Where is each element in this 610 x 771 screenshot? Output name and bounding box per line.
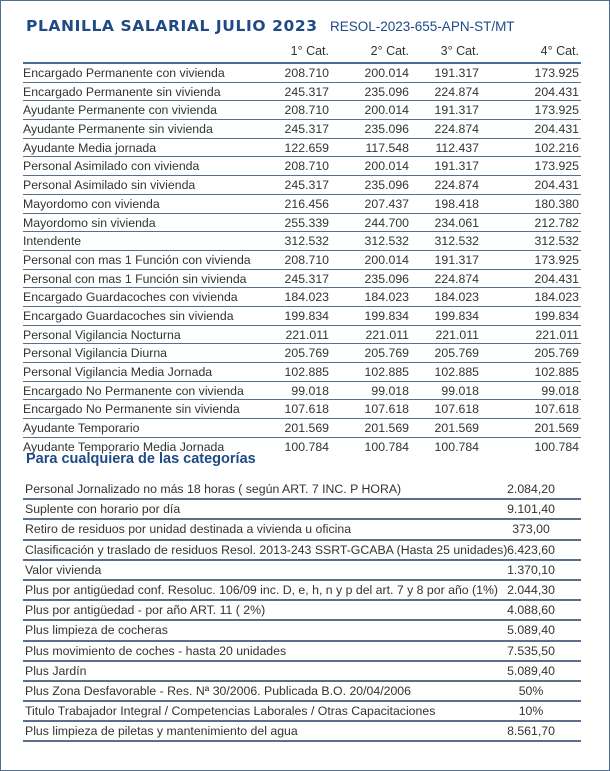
row-label: Personal con mas 1 Función con vivienda <box>23 252 251 267</box>
row-label: Ayudante Temporario <box>23 421 140 436</box>
cell-cat-2: 221.011 <box>365 327 409 342</box>
row-label: Personal con mas 1 Función sin vivienda <box>23 271 247 286</box>
table-row <box>23 232 581 251</box>
column-header-cat-4: 4° Cat. <box>540 44 579 58</box>
list-item <box>23 601 581 621</box>
row-label: Encargado Permanente con vivienda <box>23 66 225 80</box>
item-value: 7.535,50 <box>507 643 555 658</box>
cell-cat-3: 224.874 <box>434 178 479 193</box>
list-item <box>23 480 581 500</box>
table-row <box>23 120 581 139</box>
cell-cat-3: 198.418 <box>434 196 479 211</box>
item-label: Titulo Trabajador Integral / Competencias Laborales / Otras Capacitaciones <box>25 704 436 719</box>
row-label: Encargado Permanente sin vivienda <box>23 84 221 99</box>
cell-cat-3: 224.874 <box>434 122 479 137</box>
cell-cat-1: 199.834 <box>284 308 329 323</box>
cell-cat-3: 107.618 <box>434 402 479 417</box>
cell-cat-1: 245.317 <box>284 178 329 193</box>
item-value: 1.370,10 <box>507 562 555 577</box>
cell-cat-4: 173.925 <box>534 103 579 118</box>
list-item <box>23 621 581 641</box>
cell-cat-4: 180.380 <box>534 196 579 211</box>
list-item <box>23 722 581 742</box>
cell-cat-2: 244.700 <box>364 215 409 230</box>
list-item <box>23 642 581 662</box>
row-label: Personal Asimilado sin vivienda <box>23 178 196 193</box>
table-row <box>23 139 581 158</box>
row-label: Ayudante Permanente con vivienda <box>23 103 217 118</box>
cell-cat-1: 100.784 <box>284 439 329 454</box>
column-header-cat-2: 2° Cat. <box>370 44 409 58</box>
cell-cat-4: 107.618 <box>534 402 579 417</box>
cell-cat-2: 102.885 <box>364 365 409 379</box>
item-value: 8.561,70 <box>507 724 555 739</box>
item-label: Personal Jornalizado no más 18 horas ( según ART. 7 INC. P HORA) <box>25 482 402 496</box>
item-value: 10% <box>518 704 544 719</box>
table-row <box>23 157 581 176</box>
cell-cat-3: 312.532 <box>434 234 479 249</box>
cell-cat-3: 99.018 <box>441 383 479 398</box>
cell-cat-4: 173.925 <box>534 159 579 174</box>
cell-cat-2: 117.548 <box>365 140 409 155</box>
cell-cat-2: 235.096 <box>364 122 409 137</box>
column-header-cat-1: 1° Cat. <box>290 44 329 58</box>
list-item <box>23 520 581 540</box>
row-label: Personal Vigilancia Nocturna <box>23 327 181 342</box>
cell-cat-4: 201.569 <box>534 421 579 436</box>
table-row <box>23 400 581 419</box>
cell-cat-2: 200.014 <box>364 159 409 174</box>
item-label: Retiro de residuos por unidad destinada a vivienda u oficina <box>25 522 352 537</box>
row-label: Encargado Guardacoches sin vivienda <box>23 308 234 323</box>
cell-cat-4: 204.431 <box>534 271 579 286</box>
cell-cat-3: 184.023 <box>434 290 479 305</box>
item-value: 373,00 <box>512 522 550 537</box>
row-label: Mayordomo con vivienda <box>23 196 160 211</box>
table-row <box>23 101 581 120</box>
table-row <box>23 363 581 382</box>
table-row <box>23 176 581 195</box>
cell-cat-4: 102.216 <box>534 140 579 155</box>
cell-cat-1: 245.317 <box>284 271 329 286</box>
cell-cat-4: 173.925 <box>534 66 579 80</box>
cell-cat-3: 191.317 <box>434 159 479 174</box>
cell-cat-3: 191.317 <box>434 252 479 267</box>
cell-cat-4: 221.011 <box>535 327 579 342</box>
cell-cat-2: 235.096 <box>364 84 409 99</box>
row-label: Encargado No Permanente sin vivienda <box>23 402 240 417</box>
row-label: Personal Vigilancia Media Jornada <box>23 365 213 379</box>
cell-cat-4: 100.784 <box>534 439 579 454</box>
cell-cat-1: 221.011 <box>285 327 329 342</box>
cell-cat-2: 235.096 <box>364 178 409 193</box>
cell-cat-1: 216.456 <box>284 196 329 211</box>
cell-cat-2: 200.014 <box>364 66 409 80</box>
table-row <box>23 326 581 345</box>
resolution-code: RESOL-2023-655-APN-ST/MT <box>330 19 515 34</box>
cell-cat-2: 235.096 <box>364 271 409 286</box>
cell-cat-1: 184.023 <box>284 290 329 305</box>
cell-cat-2: 200.014 <box>364 103 409 118</box>
cell-cat-2: 100.784 <box>364 439 409 454</box>
item-label: Plus por antigüedad conf. Resoluc. 106/09 inc. D, e, h, n y p del art. 7 y 8 por año (1%) <box>25 582 499 597</box>
table-row <box>23 251 581 270</box>
cell-cat-2: 201.569 <box>364 421 409 436</box>
cell-cat-1: 201.569 <box>284 421 329 436</box>
section-title: Para cualquiera de las categorías <box>26 451 256 467</box>
table-row <box>23 270 581 289</box>
cell-cat-2: 99.018 <box>371 383 409 398</box>
cell-cat-1: 245.317 <box>284 122 329 137</box>
cell-cat-3: 224.874 <box>434 84 479 99</box>
item-label: Suplente con horario por día <box>25 502 181 517</box>
cell-cat-4: 205.769 <box>534 346 579 361</box>
column-header-cat-3: 3° Cat. <box>440 44 479 58</box>
cell-cat-1: 255.339 <box>284 215 329 230</box>
cell-cat-1: 208.710 <box>284 252 329 267</box>
extras-table <box>23 480 581 742</box>
cell-cat-4: 312.532 <box>534 234 579 249</box>
list-item <box>23 581 581 601</box>
row-label: Encargado No Permanente con vivienda <box>23 383 244 398</box>
cell-cat-4: 199.834 <box>534 308 579 323</box>
cell-cat-4: 102.885 <box>534 365 579 379</box>
table-row <box>23 344 581 363</box>
table-row <box>23 83 581 102</box>
item-label: Plus Jardín <box>25 663 87 678</box>
table-row <box>23 419 581 438</box>
cell-cat-3: 199.834 <box>434 308 479 323</box>
list-item <box>23 662 581 682</box>
cell-cat-2: 184.023 <box>364 290 409 305</box>
salary-table <box>23 64 581 455</box>
item-label: Plus Zona Desfavorable - Res. Nª 30/2006. Publicada B.O. 20/04/2006 <box>25 683 411 698</box>
row-label: Mayordomo sin vivienda <box>23 215 156 230</box>
item-value: 6.423,60 <box>507 542 555 557</box>
page-title: PLANILLA SALARIAL JULIO 2023 <box>26 17 318 35</box>
list-item <box>23 561 581 581</box>
cell-cat-2: 207.437 <box>364 196 409 211</box>
cell-cat-3: 191.317 <box>434 66 479 80</box>
cell-cat-3: 102.885 <box>434 365 479 379</box>
cell-cat-3: 201.569 <box>434 421 479 436</box>
item-label: Plus por antigüedad - por año ART. 11 ( 2%) <box>25 603 266 618</box>
list-item <box>23 541 581 561</box>
table-row <box>23 64 581 83</box>
cell-cat-4: 204.431 <box>534 84 579 99</box>
table-row <box>23 214 581 233</box>
cell-cat-4: 204.431 <box>534 178 579 193</box>
item-value: 4.088,60 <box>507 603 555 618</box>
cell-cat-3: 221.011 <box>435 327 479 342</box>
row-label: Intendente <box>23 234 82 249</box>
cell-cat-2: 199.834 <box>364 308 409 323</box>
cell-cat-1: 312.532 <box>284 234 329 249</box>
item-label: Valor vivienda <box>25 562 102 577</box>
cell-cat-3: 234.061 <box>434 215 479 230</box>
item-value: 9.101,40 <box>507 502 555 517</box>
cell-cat-4: 204.431 <box>534 122 579 137</box>
cell-cat-1: 245.317 <box>284 84 329 99</box>
cell-cat-4: 173.925 <box>534 252 579 267</box>
cell-cat-4: 99.018 <box>541 383 579 398</box>
row-label: Ayudante Permanente sin vivienda <box>23 122 213 137</box>
cell-cat-2: 205.769 <box>364 346 409 361</box>
cell-cat-1: 102.885 <box>284 365 329 379</box>
item-value: 5.089,40 <box>507 663 555 678</box>
list-item <box>23 682 581 702</box>
cell-cat-4: 212.782 <box>534 215 579 230</box>
cell-cat-3: 224.874 <box>434 271 479 286</box>
row-label: Personal Asimilado con vivienda <box>23 159 200 174</box>
row-label: Personal Vigilancia Diurna <box>23 346 168 361</box>
row-label: Encargado Guardacoches con vivienda <box>23 290 238 305</box>
item-value: 5.089,40 <box>507 623 555 638</box>
cell-cat-3: 100.784 <box>434 439 479 454</box>
list-item <box>23 702 581 722</box>
cell-cat-2: 312.532 <box>364 234 409 249</box>
item-value: 2.084,20 <box>507 482 555 496</box>
cell-cat-1: 107.618 <box>284 402 329 417</box>
item-label: Plus movimiento de coches - hasta 20 unidades <box>25 643 287 658</box>
cell-cat-1: 205.769 <box>284 346 329 361</box>
cell-cat-3: 191.317 <box>434 103 479 118</box>
cell-cat-3: 112.437 <box>435 140 479 155</box>
table-row <box>23 288 581 307</box>
row-label: Ayudante Temporario Media Jornada <box>23 439 225 454</box>
row-label: Ayudante Media jornada <box>23 140 157 155</box>
item-label: Plus limpieza de cocheras <box>25 623 168 638</box>
cell-cat-1: 208.710 <box>284 103 329 118</box>
cell-cat-1: 208.710 <box>284 159 329 174</box>
cell-cat-4: 184.023 <box>534 290 579 305</box>
item-label: Plus limpieza de piletas y mantenimiento del agua <box>25 724 298 739</box>
table-row <box>23 382 581 401</box>
item-value: 50% <box>518 683 544 698</box>
cell-cat-1: 99.018 <box>291 383 329 398</box>
list-item <box>23 500 581 520</box>
item-value: 2.044,30 <box>507 582 555 597</box>
cell-cat-3: 205.769 <box>434 346 479 361</box>
category-header-row <box>1 44 610 60</box>
cell-cat-2: 200.014 <box>364 252 409 267</box>
cell-cat-2: 107.618 <box>364 402 409 417</box>
cell-cat-1: 208.710 <box>284 66 329 80</box>
cell-cat-1: 122.659 <box>284 140 329 155</box>
table-row <box>23 307 581 326</box>
table-row <box>23 195 581 214</box>
item-label: Clasificación y traslado de residuos Resol. 2013-243 SSRT-GCABA (Hasta 25 unidades) <box>25 542 508 557</box>
